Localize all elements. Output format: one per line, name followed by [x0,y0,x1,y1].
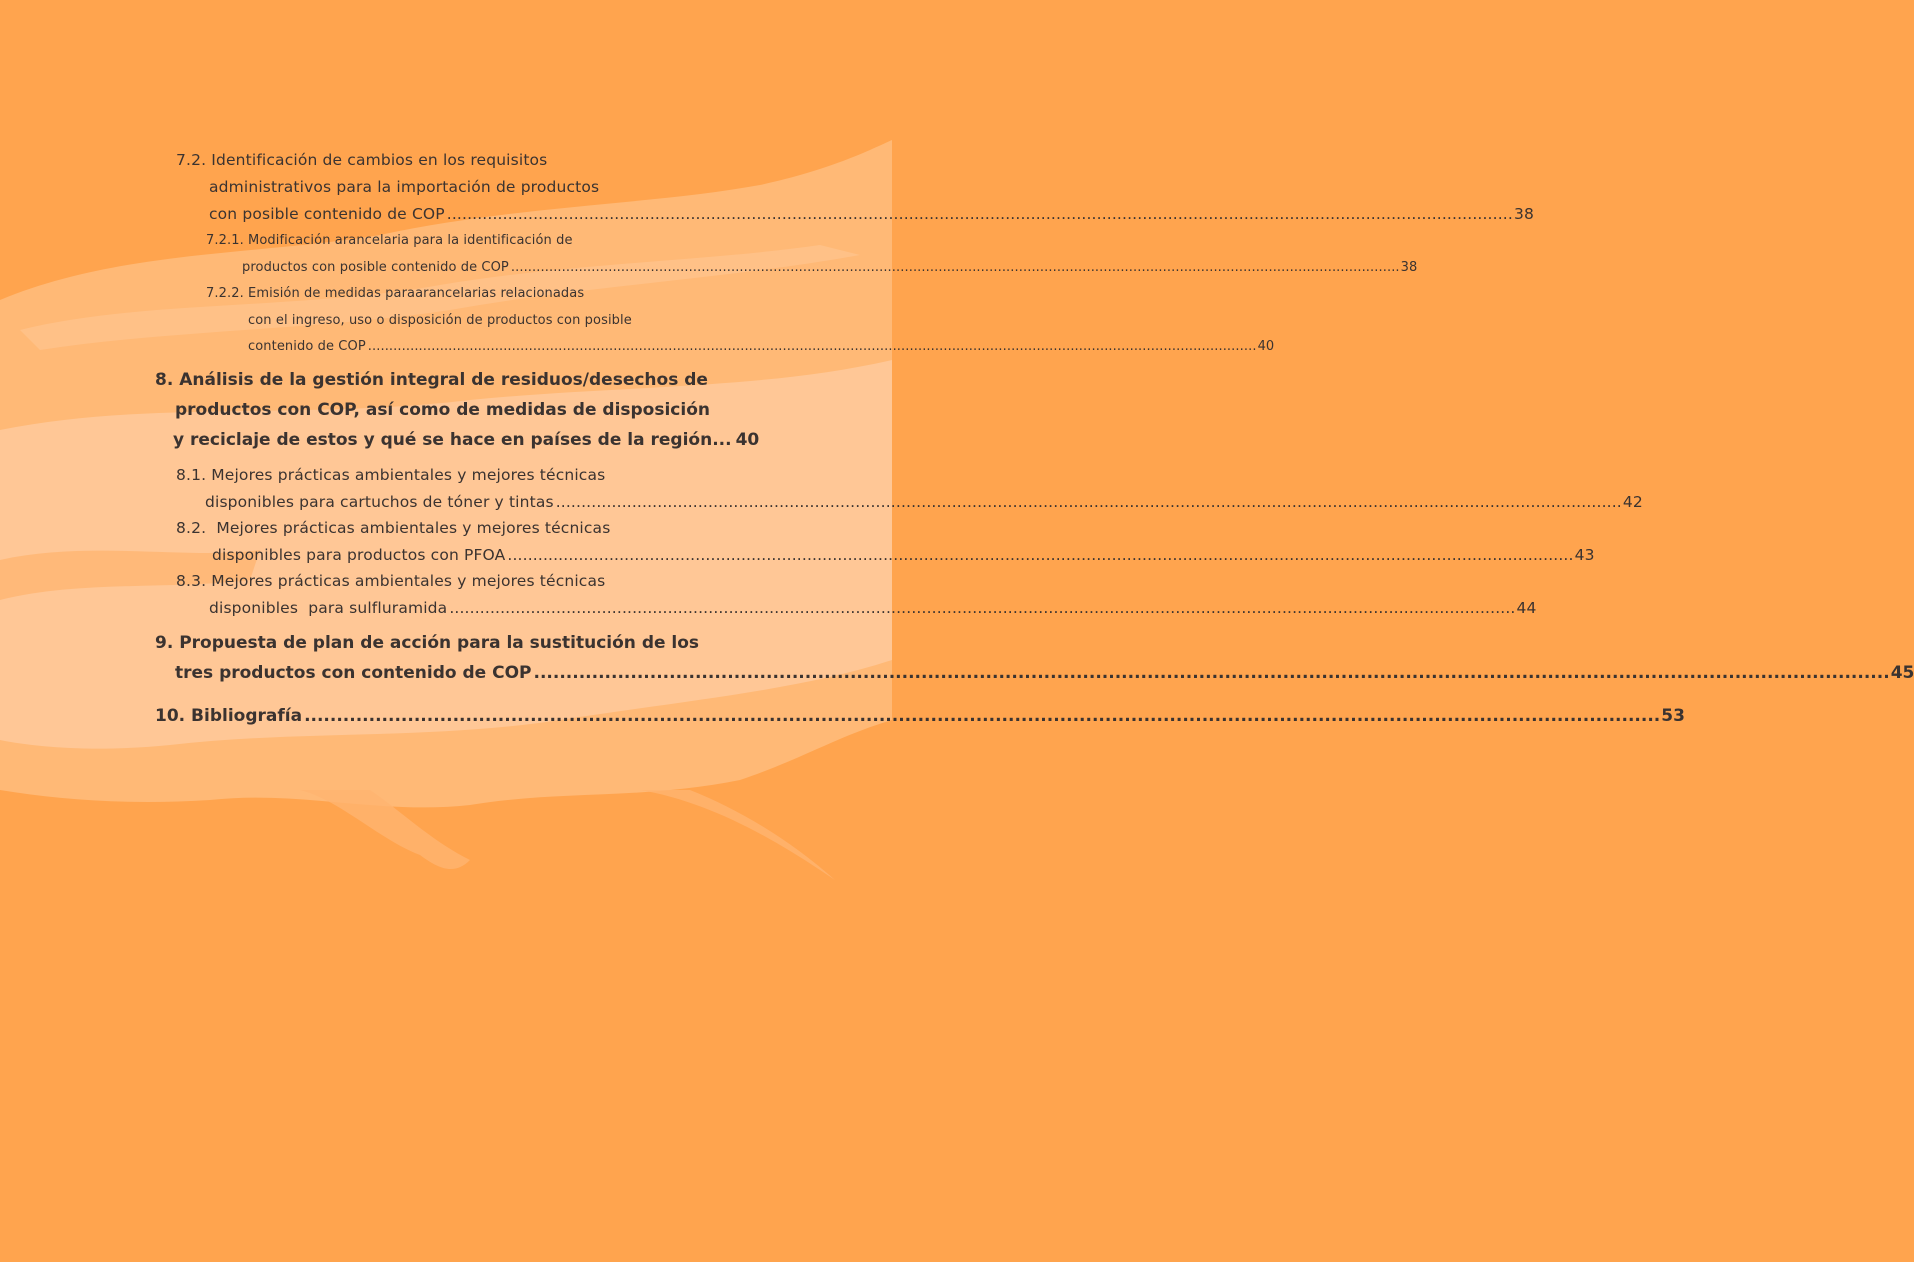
toc-page-number: 43 [1574,546,1595,564]
toc-entry-title: Emisión de medidas paraarancelarias relacionadas [248,286,585,301]
toc-page-number: 40 [1257,339,1275,354]
toc-entry-title: Identificación de cambios en los requisitos [211,151,548,169]
toc-page-number: 38 [1400,260,1418,275]
toc-entry-8-3-line-1[interactable] [176,572,670,590]
toc-entry-7-2-2-line-2[interactable] [248,313,668,328]
toc-entry-9-line-2[interactable] [175,663,1914,683]
toc-entry-title: Modificación arancelaria para la identificación de [248,233,573,248]
toc-entry-title: contenido de COP [248,339,366,354]
toc-entry-8-1-line-1[interactable] [176,466,670,484]
toc-entry-title: Mejores prácticas ambientales y mejores técnicas [216,519,611,537]
toc-page-number: 38 [1513,205,1534,223]
toc-page-number: 42 [1622,493,1643,511]
toc-entry-title: disponibles para productos con PFOA [212,546,506,564]
toc-entry-8-line-3[interactable] [173,430,760,450]
toc-entry-7-2-1-line-1[interactable] [206,233,670,248]
toc-entry-7-2-2-line-3[interactable] [248,339,1275,354]
toc-entry-number: 7.2.1. [206,233,244,248]
toc-entry-number: 10. [155,706,186,726]
toc-entry-number: 7.2. [176,151,207,169]
toc-entry-title: administrativos para la importación de productos [209,178,600,196]
toc-entry-8-line-1[interactable] [155,370,708,390]
leader-dots [532,663,1890,683]
toc-entry-9-line-1[interactable] [155,633,700,653]
toc-entry-7-2-line-2[interactable] [209,178,670,196]
toc-entry-title: Propuesta de plan de acción para la sustitución de los [179,633,700,653]
leader-dots [445,205,1513,223]
toc-entry-8-line-2[interactable] [175,400,710,420]
toc-entry-title: con posible contenido de COP [209,205,445,223]
toc-entry-10[interactable] [155,706,1685,726]
toc-entry-title: Mejores prácticas ambientales y mejores técnicas [211,572,606,590]
leader-dots [554,493,1622,511]
leader-dots [302,706,1660,726]
leader-dots [447,599,1515,617]
toc-page-number: 40 [735,430,760,450]
toc-entry-7-2-line-3[interactable] [209,205,1534,223]
toc-entry-title: y reciclaje de estos y qué se hace en países de la región... [173,430,732,450]
toc-entry-8-2-line-1[interactable] [176,519,670,537]
leader-dots [509,260,1400,275]
toc-entry-8-2-line-2[interactable] [212,546,1595,564]
toc-entry-title: tres productos con contenido de COP [175,663,532,683]
toc-page-number: 53 [1661,706,1685,726]
toc-entry-7-2-1-line-2[interactable] [242,260,1418,275]
toc-entry-title: disponibles para sulfluramida [209,599,448,617]
toc-entry-number: 8.1. [176,466,207,484]
leader-dots [366,339,1257,354]
toc-page-number: 44 [1516,599,1537,617]
toc-entry-number: 8.2. [176,519,207,537]
leader-dots [505,546,1573,564]
toc-entry-title: productos con posible contenido de COP [242,260,509,275]
toc-entry-number: 8.3. [176,572,207,590]
toc-entry-title: Mejores prácticas ambientales y mejores técnicas [211,466,606,484]
toc-entry-7-2-2-line-1[interactable] [206,286,670,301]
toc-entry-number: 7.2.2. [206,286,244,301]
toc-entry-number: 8. [155,370,174,390]
toc-entry-7-2-line-1[interactable] [176,151,670,169]
toc-entry-8-3-line-2[interactable] [209,599,1537,617]
toc-entry-title: con el ingreso, uso o disposición de productos con posible [248,313,632,328]
toc-entry-title: disponibles para cartuchos de tóner y tintas [205,493,554,511]
toc-entry-number: 9. [155,633,174,653]
toc-entry-title: Bibliografía [191,706,303,726]
toc-entry-title: productos con COP, así como de medidas de disposición [175,400,710,420]
toc-entry-title: Análisis de la gestión integral de residuos/desechos de [179,370,708,390]
toc-entry-8-1-line-2[interactable] [205,493,1643,511]
toc-page-number: 45 [1890,663,1914,683]
